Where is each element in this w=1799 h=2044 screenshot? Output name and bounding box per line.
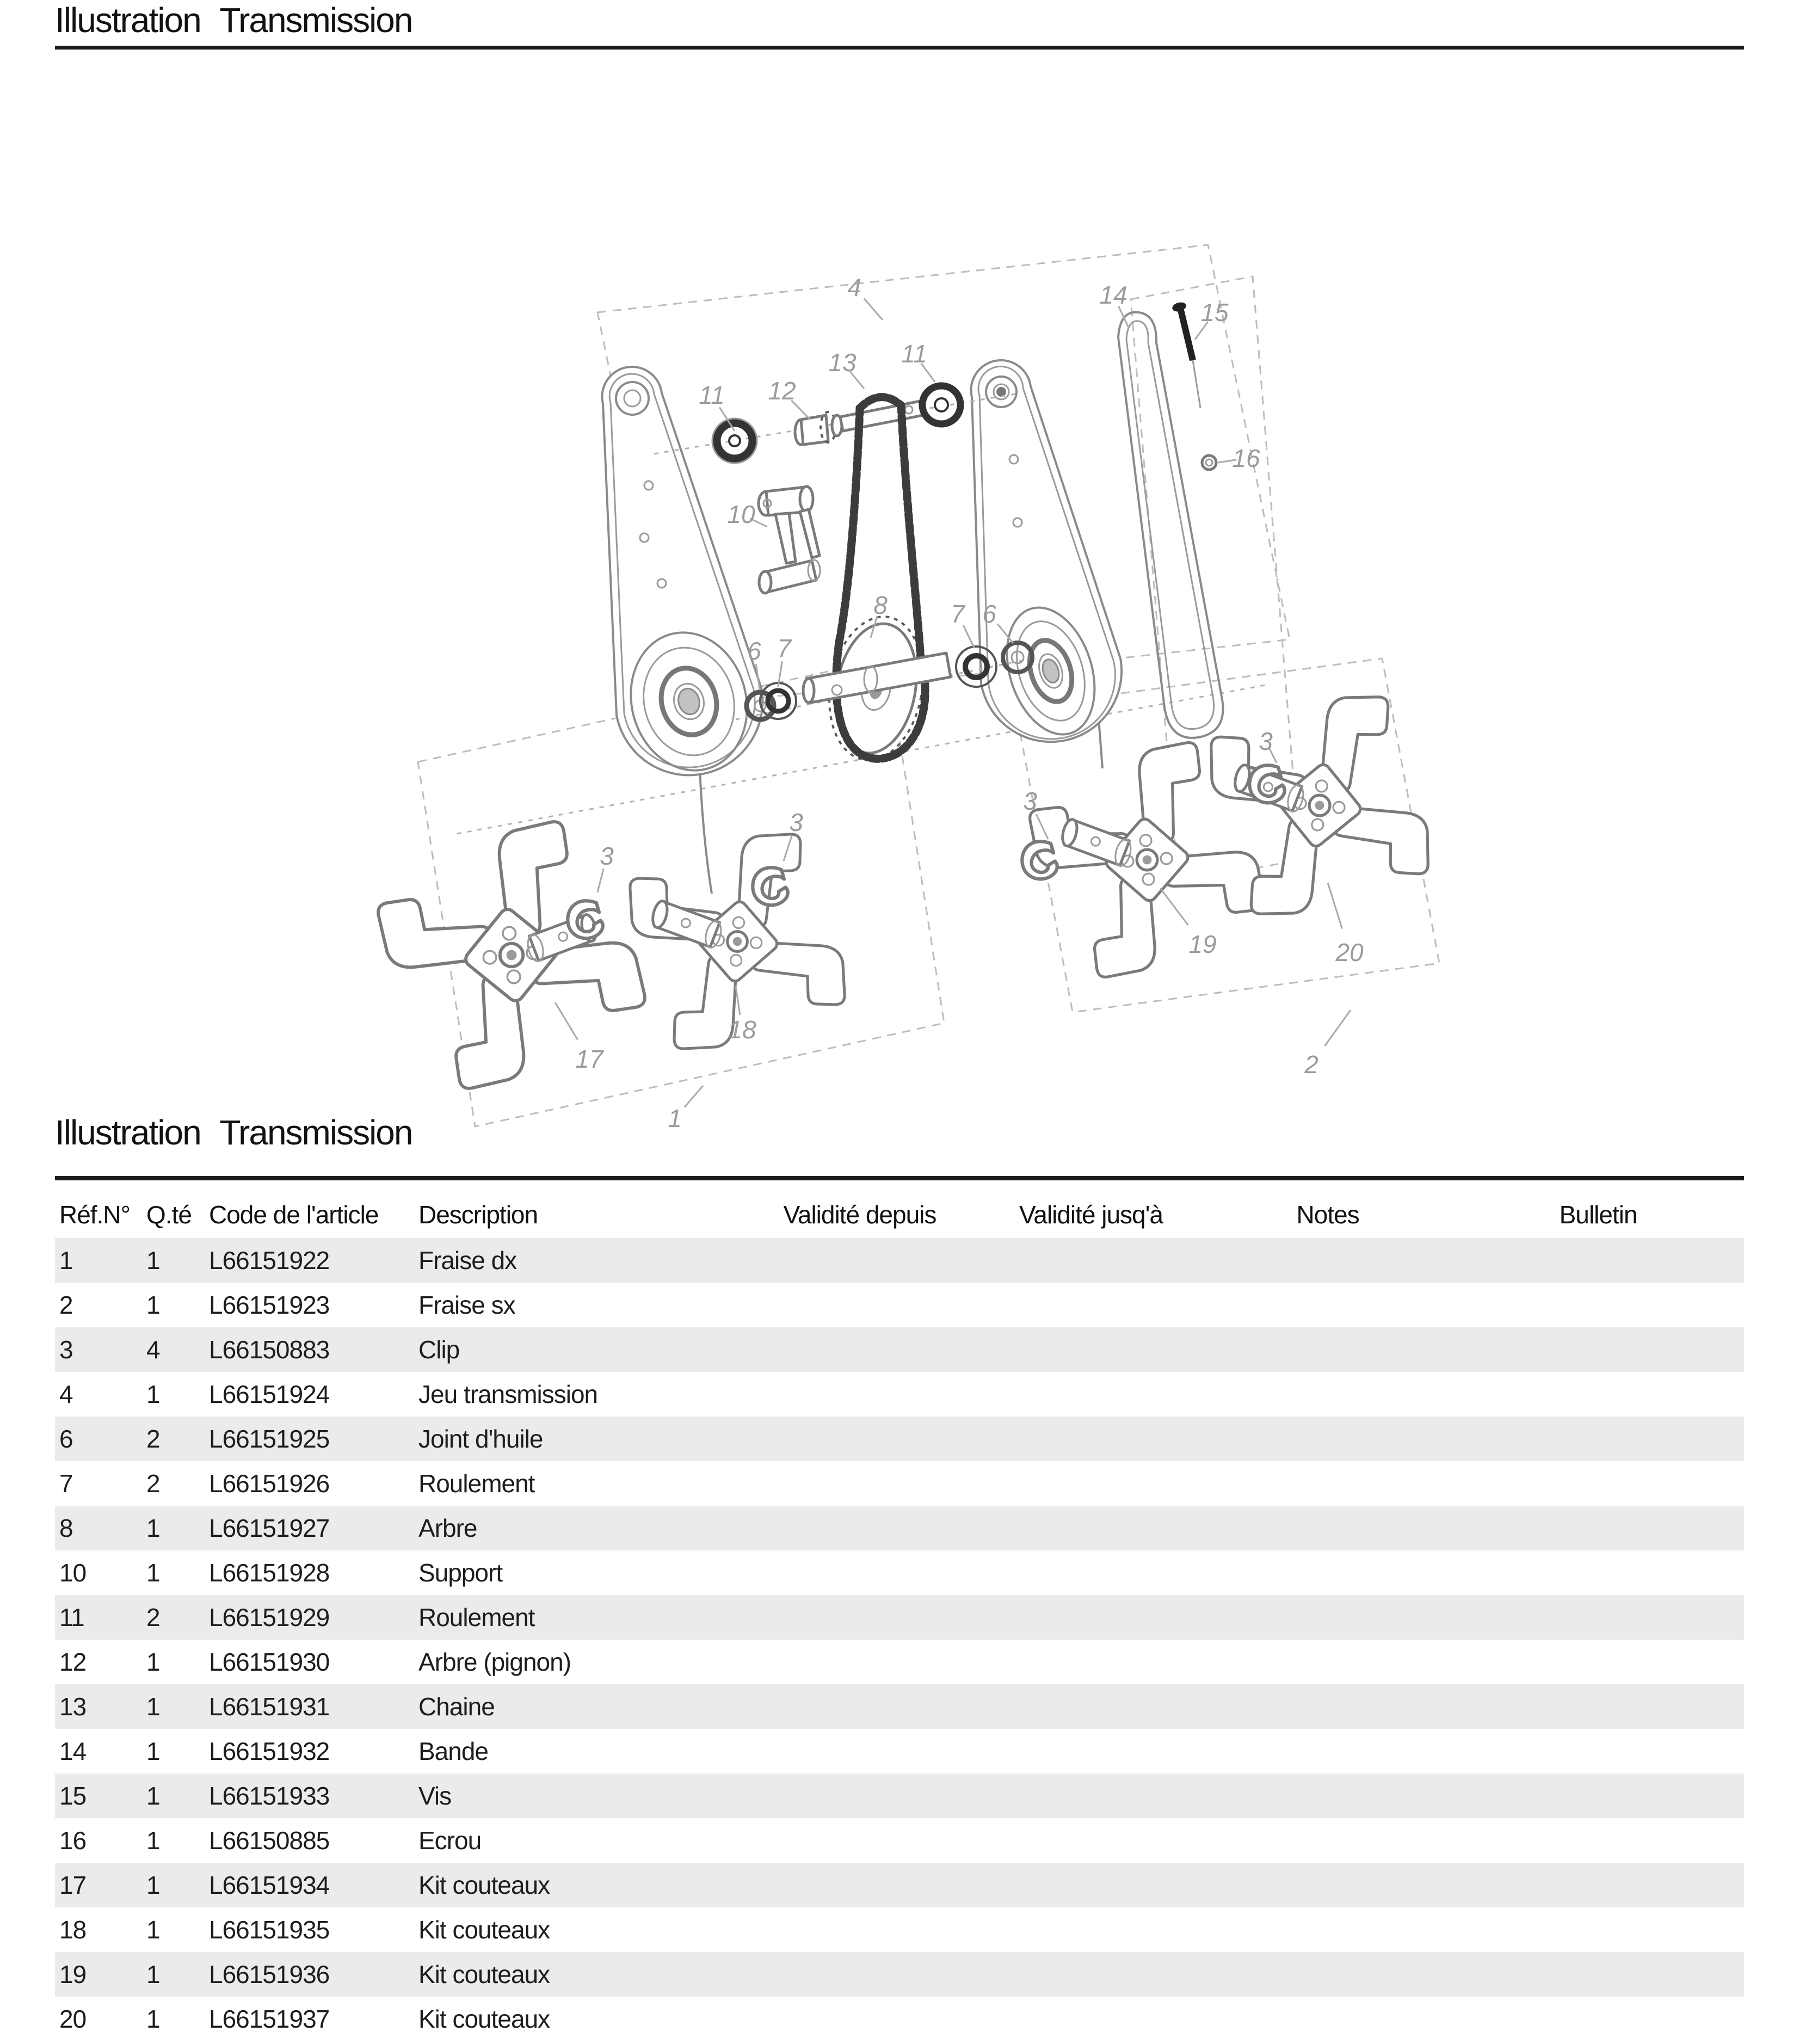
table-row [55,1506,1744,1550]
cell-code: L66151936 [209,1960,330,1988]
cell-validity-to [975,1774,1203,1818]
cell-code: L66151932 [209,1737,330,1765]
cell-qty: 1 [146,1514,160,1542]
callout-1: 1 [668,1104,682,1132]
cell-validity-from [741,1372,975,1417]
cell-bulletin [1448,1640,1744,1684]
cell-qty: 1 [146,1916,160,1944]
cell-notes [1203,1997,1448,2041]
cell-desc: Arbre (pignon) [418,1648,571,1676]
cell-code: L66150883 [209,1335,330,1364]
cell-notes [1203,1506,1448,1550]
cell-validity-to [975,1640,1203,1684]
cell-ref: 3 [59,1335,73,1364]
parts-table-head-row [55,1180,1744,1238]
table-row [55,1238,1744,1283]
chain-and-sprocket [818,397,934,768]
table-row [55,1372,1744,1417]
table-row [55,1729,1744,1774]
cell-validity-from [741,1238,975,1283]
cell-code: L66151929 [209,1603,330,1631]
cell-validity-to [975,1283,1203,1327]
callout-17: 17 [575,1045,603,1073]
cell-desc: Vis [418,1782,452,1810]
cell-qty: 2 [146,1469,160,1498]
cell-code: L66151922 [209,1246,330,1275]
gearcase-left [602,367,762,784]
cell-ref: 17 [59,1871,87,1899]
cell-desc: Fraise dx [418,1246,517,1275]
cell-code: L66151928 [209,1559,330,1587]
col-header-5: Validité depuis [783,1200,937,1229]
cell-desc: Chaine [418,1692,495,1721]
cell-code: L66151937 [209,2005,330,2033]
cell-desc: Kit couteaux [418,1871,550,1899]
table-row [55,1774,1744,1818]
cell-qty: 1 [146,1648,160,1676]
col-header-3: Code de l'article [209,1200,379,1229]
cell-validity-to [975,1506,1203,1550]
cell-desc: Arbre [418,1514,477,1542]
callout-3: 3 [600,842,614,870]
cell-validity-from [741,1818,975,1863]
callout-2: 2 [1304,1050,1319,1079]
belt-outer [1118,312,1223,738]
cell-bulletin [1448,1327,1744,1372]
diagram-area [76,82,1703,1143]
cell-validity-to [975,1327,1203,1372]
leader-line-17 [555,1002,578,1040]
cell-qty: 1 [146,1826,160,1855]
callout-7: 7 [951,600,965,628]
cell-bulletin [1448,1997,1744,2041]
cell-bulletin [1448,1372,1744,1417]
cell-notes [1203,1550,1448,1595]
cell-validity-to [975,1863,1203,1907]
table-row [55,1952,1744,1997]
cell-desc: Support [418,1559,503,1587]
callout-6: 6 [982,600,996,628]
leader-line-19 [1160,888,1188,925]
cell-qty: 2 [146,1603,160,1631]
cell-validity-from [741,1461,975,1506]
cell-notes [1203,1238,1448,1283]
callout-3: 3 [1259,727,1273,755]
cell-qty: 1 [146,1692,160,1721]
cell-validity-from [741,1506,975,1550]
cell-desc: Kit couteaux [418,1960,550,1988]
pinion-shaft [840,401,926,431]
cell-bulletin [1448,1238,1744,1283]
cell-code: L66151926 [209,1469,330,1498]
page-title: Illustration Transmission [55,1,412,40]
callout-4: 4 [847,273,861,301]
upper-shaft-assembly [712,386,960,463]
cell-code: L66151934 [209,1871,330,1899]
callout-18: 18 [728,1015,756,1044]
leader-line-3 [597,869,603,892]
callout-15: 15 [1200,298,1229,327]
section-rule [55,1176,1744,1180]
callout-7: 7 [777,634,791,662]
cell-ref: 8 [59,1514,73,1542]
cell-notes [1203,1818,1448,1863]
cell-validity-from [741,1550,975,1595]
tine-assembly-17 [356,800,667,1110]
cell-ref: 13 [59,1692,87,1721]
parts-table [55,1180,1744,2041]
cell-desc: Jeu transmission [418,1380,598,1408]
support-bracket [759,487,820,593]
cell-validity-to [975,1238,1203,1283]
table-row [55,1550,1744,1595]
cell-desc: Kit couteaux [418,2005,550,2033]
cell-qty: 2 [146,1425,160,1453]
cell-notes [1203,1640,1448,1684]
table-row [55,1640,1744,1684]
cell-code: L66151931 [209,1692,330,1721]
cell-validity-to [975,1907,1203,1952]
callout-11: 11 [699,381,725,409]
cell-ref: 20 [59,2005,87,2033]
cell-validity-from [741,1907,975,1952]
cell-bulletin [1448,1863,1744,1907]
cell-notes [1203,1283,1448,1327]
callout-3: 3 [1023,787,1037,815]
leader-line-7 [963,625,974,648]
nut [1202,455,1216,470]
title-rule [55,46,1744,50]
leader-line-4 [864,298,883,320]
cell-ref: 14 [59,1737,87,1765]
cell-validity-from [741,1863,975,1907]
cell-notes [1203,1729,1448,1774]
cell-validity-to [975,1997,1203,2041]
leader-line-1 [685,1086,703,1107]
callout-13: 13 [828,348,857,377]
cell-bulletin [1448,1506,1744,1550]
cell-validity-to [975,1372,1203,1417]
section-title: Illustration Transmission [55,1113,412,1152]
cell-validity-from [741,1417,975,1461]
cell-validity-from [741,1774,975,1818]
cell-qty: 1 [146,1737,160,1765]
table-row [55,1327,1744,1372]
cell-ref: 16 [59,1826,87,1855]
cell-bulletin [1448,1461,1744,1506]
cell-bulletin [1448,1907,1744,1952]
col-header-7: Notes [1296,1200,1359,1229]
cell-validity-from [741,1729,975,1774]
cell-notes [1203,1327,1448,1372]
cell-bulletin [1448,1283,1744,1327]
cell-validity-from [741,1640,975,1684]
cell-bulletin [1448,1729,1744,1774]
cell-desc: Roulement [418,1469,535,1498]
belt-assembly [1118,301,1223,738]
cell-bulletin [1448,1684,1744,1729]
cell-validity-from [741,1327,975,1372]
callout-11: 11 [901,340,927,368]
table-row [55,1283,1744,1327]
cell-ref: 15 [59,1782,87,1810]
cell-desc: Joint d'huile [418,1425,543,1453]
table-row [55,1863,1744,1907]
cell-desc: Bande [418,1737,489,1765]
cell-qty: 1 [146,1559,160,1587]
cell-code: L66151935 [209,1916,330,1944]
cell-bulletin [1448,1774,1744,1818]
cell-desc: Clip [418,1335,460,1364]
cell-validity-to [975,1952,1203,1997]
parts-table-body [55,1238,1744,2041]
callout-19: 19 [1188,930,1217,958]
cell-validity-to [975,1729,1203,1774]
cell-validity-to [975,1595,1203,1640]
cell-qty: 1 [146,1246,160,1275]
col-header-2: Q.té [146,1200,192,1229]
callout-6: 6 [747,637,761,665]
cell-bulletin [1448,1417,1744,1461]
transmission-diagram [76,82,1703,1143]
table-row [55,1684,1744,1729]
cell-qty: 4 [146,1335,160,1364]
cell-ref: 2 [59,1291,73,1319]
cell-code: L66151930 [209,1648,330,1676]
col-header-8: Bulletin [1559,1200,1637,1229]
col-header-6: Validité jusq'à [1019,1200,1163,1229]
col-header-1: Réf.N° [59,1200,130,1229]
table-row [55,1461,1744,1506]
cell-validity-to [975,1461,1203,1506]
cell-validity-to [975,1684,1203,1729]
cell-ref: 18 [59,1916,87,1944]
callout-8: 8 [873,591,888,619]
callout-16: 16 [1232,444,1260,472]
cell-qty: 1 [146,1380,160,1408]
cell-code: L66151933 [209,1782,330,1810]
cell-validity-from [741,1595,975,1640]
cell-code: L66151923 [209,1291,330,1319]
cell-ref: 4 [59,1380,73,1408]
belt-inner [1126,321,1214,729]
table-row [55,1997,1744,2041]
col-header-4: Description [418,1200,538,1229]
callout-10: 10 [727,500,755,528]
callout-14: 14 [1099,281,1128,309]
cell-validity-from [741,1283,975,1327]
cell-notes [1203,1684,1448,1729]
left-output-shaft-line [700,769,712,894]
cell-desc: Ecrou [418,1826,482,1855]
cell-validity-to [975,1417,1203,1461]
table-row [55,1417,1744,1461]
cell-notes [1203,1461,1448,1506]
cell-bulletin [1448,1550,1744,1595]
cell-desc: Fraise sx [418,1291,515,1319]
callout-20: 20 [1335,938,1364,966]
table-row [55,1907,1744,1952]
cell-bulletin [1448,1818,1744,1863]
cell-code: L66151924 [209,1380,330,1408]
cell-desc: Kit couteaux [418,1916,550,1944]
cell-ref: 6 [59,1425,73,1453]
cell-notes [1203,1907,1448,1952]
gearcase-right [971,360,1122,746]
cell-ref: 1 [59,1246,73,1275]
callout-12: 12 [768,377,796,405]
cell-notes [1203,1952,1448,1997]
cell-notes [1203,1774,1448,1818]
screw [1181,310,1193,360]
cell-validity-to [975,1550,1203,1595]
cell-notes [1203,1417,1448,1461]
leader-line-18 [736,986,740,1015]
cell-ref: 10 [59,1559,87,1587]
cell-validity-from [741,1997,975,2041]
cell-desc: Roulement [418,1603,535,1631]
cell-code: L66150885 [209,1826,330,1855]
cell-bulletin [1448,1952,1744,1997]
cell-qty: 1 [146,1291,160,1319]
cell-code: L66151927 [209,1514,330,1542]
cell-qty: 1 [146,1871,160,1899]
cell-qty: 1 [146,1960,160,1988]
cell-validity-to [975,1818,1203,1863]
leader-line-2 [1324,1010,1351,1046]
leader-line-20 [1328,883,1342,928]
cell-notes [1203,1595,1448,1640]
cell-notes [1203,1863,1448,1907]
cell-ref: 12 [59,1648,87,1676]
cell-validity-from [741,1684,975,1729]
table-row [55,1595,1744,1640]
table-row [55,1818,1744,1863]
cell-code: L66151925 [209,1425,330,1453]
cell-qty: 1 [146,1782,160,1810]
cell-notes [1203,1372,1448,1417]
cell-ref: 19 [59,1960,87,1988]
tine-hub-18 [649,900,725,949]
cell-qty: 1 [146,2005,160,2033]
cell-ref: 11 [59,1603,84,1631]
callout-3: 3 [789,808,803,836]
cell-bulletin [1448,1595,1744,1640]
cell-ref: 7 [59,1469,73,1498]
cell-validity-from [741,1952,975,1997]
